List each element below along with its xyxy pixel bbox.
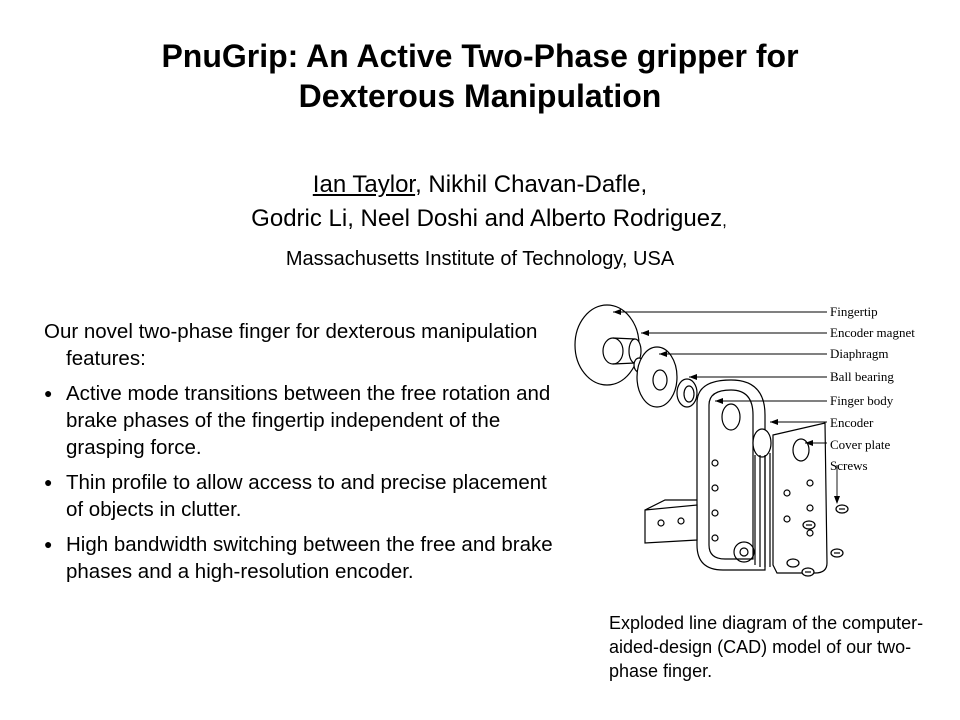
diaphragm-part [637,347,677,407]
slide-title [0,36,960,116]
bullet-icon: ● [44,474,53,490]
label-cover-plate: Cover plate [830,437,891,452]
bullet-text: Active mode transitions between the free rotation and brake phases of the fingertip independent of the grasping force. [66,382,551,459]
list-item [44,469,564,523]
presenter-name: Ian Taylor [312,171,416,198]
bullet-text: Thin profile to allow access to and precise placement of objects in clutter. [66,471,547,521]
intro-text: Our novel two-phase finger for dexterous manipulation features: [44,320,538,370]
authors-line-2: Godric Li, Neel Doshi and Alberto Rodriguez [251,205,723,232]
bullet-icon: ● [44,385,53,401]
label-fingertip: Fingertip [830,304,878,319]
figure-caption: Exploded line diagram of the computer-aided-design (CAD) model of our two-phase finger. [609,613,924,681]
author-list [0,168,960,238]
label-encoder-magnet: Encoder magnet [830,325,915,340]
label-finger-body: Finger body [830,393,894,408]
authors-line-2-suffix: , [722,211,727,230]
bullet-text: High bandwidth switching between the free and brake phases and a high-resolution encoder. [66,533,553,583]
title-line-1: PnuGrip: An Active Two-Phase gripper for [161,38,799,74]
label-encoder: Encoder [830,415,874,430]
list-item [44,380,564,461]
bullet-icon: ● [44,536,53,552]
label-ball-bearing: Ball bearing [830,369,894,384]
affiliation: Massachusetts Institute of Technology, USA [285,248,675,270]
authors-line-1: , Nikhil Chavan-Dafle, [415,171,648,198]
cad-exploded-diagram [565,295,945,595]
title-line-2: Dexterous Manipulation [298,78,662,114]
label-diaphragm: Diaphragm [830,346,889,361]
feature-list [44,318,564,593]
list-item [44,531,564,585]
label-screws: Screws [830,458,868,473]
cover-plate-part [773,423,827,573]
encoder-part [753,429,771,457]
